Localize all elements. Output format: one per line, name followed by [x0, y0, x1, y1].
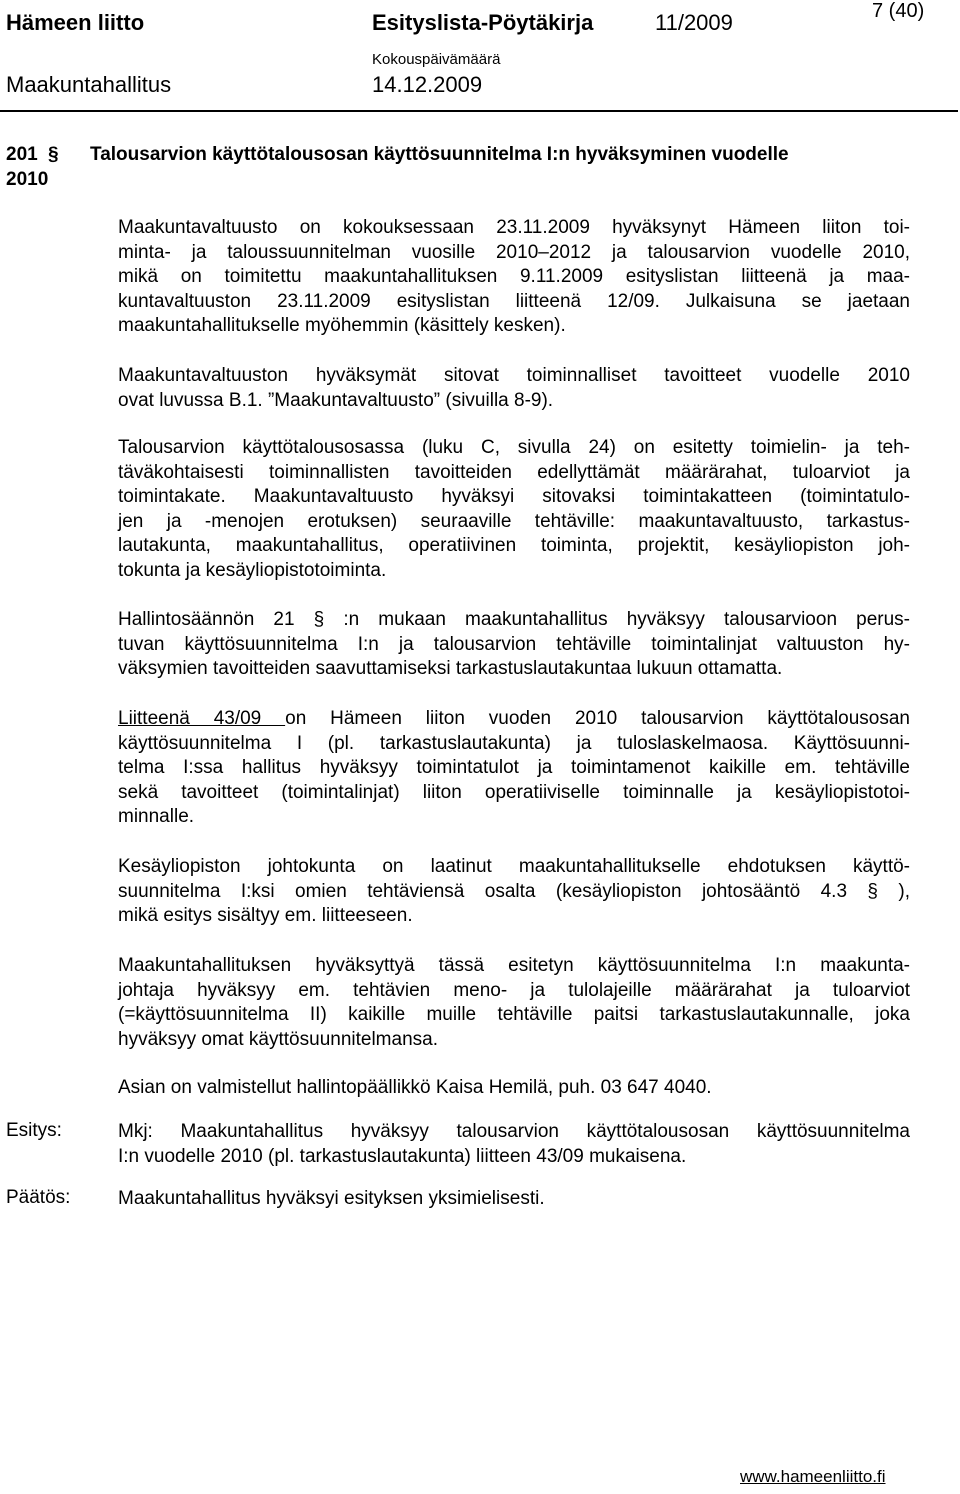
text-line: käyttösuunnitelma I (pl. tarkastuslautakunta) ja tuloslaskelmaosa. Käyttösuunni- [118, 732, 910, 754]
section-symbol: § [48, 144, 59, 165]
attachment-line-rest: on Hämeen liiton vuoden 2010 talousarvion käyttötalousosan [285, 708, 910, 729]
paragraph-plan-ii [118, 954, 910, 1052]
paragraph-prepared-by [118, 1076, 910, 1101]
text-line: suunnitelma I:ksi omien tehtäviensä osalta (kesäyliopiston johtosääntö 4.3 § ), [118, 880, 910, 902]
text-line: mikä esitys sisältyy em. liitteeseen. [118, 905, 413, 926]
footer-website-link[interactable]: www.hameenliitto.fi [740, 1467, 886, 1486]
text-line: mikä on toimitettu maakuntahallituksen 9.11.2009 esityslistan liitteenä ja maa- [118, 266, 910, 287]
proposal-label: Esitys: [6, 1120, 62, 1141]
text-line: Maakuntahallitus hyväksyi esityksen yksimielisesti. [118, 1188, 545, 1209]
doc-number: 11/2009 [655, 10, 733, 35]
text-line: I:n vuodelle 2010 (pl. tarkastuslautakunta) liitteen 43/09 mukaisena. [118, 1145, 687, 1167]
doc-type: Esityslista-Pöytäkirja [372, 10, 594, 35]
header-rule [0, 110, 958, 112]
text-line: sekä tavoitteet (toimintalinjat) liiton operatiiviselle toiminnalle ja kesäyliopistotoi- [118, 781, 910, 803]
text-line: minta- ja taloussuunnitelman vuosille 2010–2012 ja talousarvion vuodelle 2010, [118, 241, 910, 263]
text-line: jen ja -menojen erotuksen) seuraaville tehtäville: maakuntavaltuusto, tarkastus- [118, 510, 910, 532]
text-line: lautakunta, maakuntahallitus, operatiivinen toiminta, projektit, kesäyliopiston joh- [118, 535, 910, 556]
text-line: minnalle. [118, 806, 195, 827]
text-line: täväkohtaisesti toiminnallisten tavoitteiden edellyttämät määrärahat, tuloarviot ja [118, 461, 910, 483]
paragraph-summer-university [118, 855, 910, 929]
date-label: Kokouspäivämäärä [372, 51, 501, 68]
text-line: Maakuntavaltuuston hyväksymät sitovat toiminnalliset tavoitteet vuodelle 2010 [118, 365, 910, 386]
paragraph-targets [118, 364, 910, 413]
paragraph-operating-budget [118, 436, 910, 583]
text-line: johtaja hyväksyy em. tehtävien meno- ja tulolajeille määrärahat ja tuloarviot [118, 979, 910, 1001]
text-line: Maakuntavaltuusto on kokouksessaan 23.11.2009 hyväksynyt Hämeen liiton toi- [118, 217, 910, 238]
text-line: ovat luvussa B.1. ”Maakuntavaltuusto” (sivuilla 8-9). [118, 389, 554, 411]
text-line: toimintakate. Maakuntavaltuusto hyväksyi sitovaksi toimintakatteen (toimintatulo- [118, 486, 910, 507]
decision-text [118, 1187, 910, 1212]
decision-label: Päätös: [6, 1187, 71, 1208]
attachment-link[interactable]: Liitteenä 43/09 [118, 708, 286, 729]
section-title-line-1: Talousarvion käyttötalousosan käyttösuunnitelma I:n hyväksyminen vuodelle [90, 144, 789, 165]
text-line: Talousarvion käyttötalousosassa (luku C, sivulla 24) on esitetty toimielin- ja teh- [118, 437, 910, 458]
paragraph-administrative-rule [118, 608, 910, 682]
text-line: Maakuntahallituksen hyväksyttyä tässä esitetyn käyttösuunnitelma I:n maakunta- [118, 955, 910, 976]
paragraph-adoption [118, 216, 910, 339]
paragraph-attachment [118, 707, 910, 830]
text-line: Asian on valmistellut hallintopäällikkö Kaisa Hemilä, puh. 03 647 4040. [118, 1077, 712, 1098]
text-line: kuntavaltuuston 23.11.2009 esityslistan liitteenä 12/09. Julkaisuna se jaetaan [118, 290, 910, 312]
text-line: tokunta ja kesäyliopistotoiminta. [118, 559, 387, 581]
text-line: (=käyttösuunnitelma II) kaikille muille tehtäville paitsi tarkastuslautakunnalle, joka [118, 1004, 910, 1025]
text-line: maakuntahallitukselle myöhemmin (käsittely kesken). [118, 315, 566, 336]
text-line: Hallintosäännön 21 § :n mukaan maakuntahallitus hyväksyy talousarvioon perus- [118, 609, 910, 630]
text-line: väksymien tavoitteiden saavuttamiseksi tarkastuslautakuntaa lukuun ottamatta. [118, 658, 783, 679]
section-number: 201 [6, 144, 38, 165]
proposal-text [118, 1120, 910, 1169]
meeting-date: 14.12.2009 [372, 72, 483, 97]
text-line: Kesäyliopiston johtokunta on laatinut maakuntahallitukselle ehdotuksen käyttö- [118, 856, 910, 877]
text-line: hyväksyy omat käyttösuunnitelmansa. [118, 1028, 438, 1050]
text-line: telma I:ssa hallitus hyväksyy toimintatulot ja toimintamenot kaikille em. tehtäville [118, 757, 910, 778]
governing-body: Maakuntahallitus [6, 72, 172, 97]
text-line [118, 707, 910, 732]
section-title-line-2: 2010 [6, 169, 49, 190]
text-line: Mkj: Maakuntahallitus hyväksyy talousarvion käyttötalousosan käyttösuunnitelma [118, 1121, 910, 1142]
page-number: 7 (40) [872, 0, 925, 22]
text-line: tuvan käyttösuunnitelma I:n ja talousarvion tehtäville toimintalinjat valtuuston hy- [118, 633, 910, 655]
org-name: Hämeen liitto [6, 10, 145, 35]
